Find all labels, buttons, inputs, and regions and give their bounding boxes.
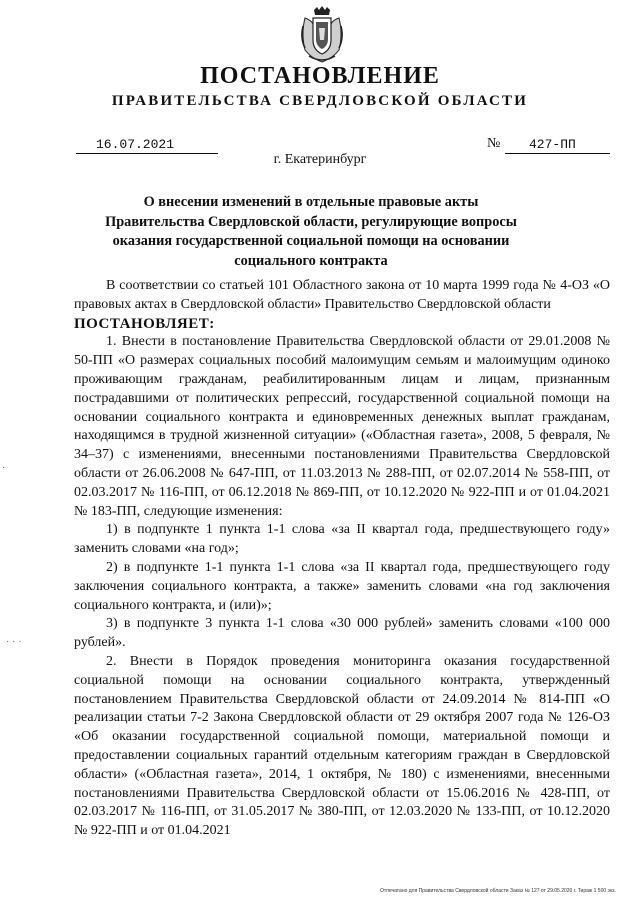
city: г. Екатеринбург	[273, 152, 367, 167]
paragraph-1-3: 3) в подпункте 3 пункта 1-1 слова «30 000 рублей» заменить словами «100 000 рублей».	[74, 616, 610, 651]
paragraph-2: 2. Внести в Порядок проведения мониторинга оказания государственной социальной помощи на основании социального контракта, утвержденный постановлением Правительства Свердловской области от 24.09.2014 № 814-ПП «О реализации статьи 7-2 Закона Свердловской области от 29 октября 2007 года № 126-ОЗ «Об оказании государственной социальной помощи, материальной помощи и предоставлении социальных гарантий отдельным категориям граждан в Свердловской области» («Областная газета», 2014, 1 октября, № 180) с изменениями, внесенными постановлениями Правительства Свердловской области от 15.06.2016 № 428-ПП, от 02.03.2017 № 116-ПП, от 31.05.2017 № 380-ПП, от 12.03.2020 № 133-ПП, от 10.12.2020 № 922-ПП и от 01.04.2021	[74, 653, 610, 839]
paragraph-1-2: 2) в подпункте 1-1 пункта 1-1 слова «за II квартал года, предшествующего году заключения социального контракта, а также» заменить словами «на год заключения социального контракта, и (или)»;	[74, 559, 610, 613]
number-label: №	[487, 136, 501, 151]
decree-word: ПОСТАНОВЛЯЕТ:	[74, 315, 215, 332]
coat-of-arms-icon	[299, 6, 345, 64]
document-heading: О внесении изменений в отдельные правовые акты Правительства Свердловской области, регулирующие вопросы оказания государственной социальной помощи на основании социального контракта	[105, 194, 517, 269]
document-title: ПОСТАНОВЛЕНИЕ	[200, 63, 440, 89]
scan-mark: ·	[2, 462, 6, 473]
document-date: 16.07.2021	[76, 137, 218, 154]
document-subtitle: ПРАВИТЕЛЬСТВА СВЕРДЛОВСКОЙ ОБЛАСТИ	[111, 93, 529, 109]
document-number: 427-ПП	[505, 137, 610, 154]
document-body	[74, 277, 610, 841]
paragraph-1: 1. Внести в постановление Правительства Свердловской области от 29.01.2008 № 50-ПП «О размерах социальных пособий малоимущим семьям и малоимущим одиноко проживающим гражданам, реабилитированным лицам и лицам, признанным пострадавшими от политических репрессий, государственной социальной помощи на основании социального контракта и единовременных денежных выплат гражданам, находящимся в трудной жизненной ситуации» («Областная газета», 2008, 5 февраля, № 34–37) с изменениями, внесенными постановлениями Правительства Свердловской области от 26.06.2008 № 647-ПП, от 11.03.2013 № 288-ПП, от 02.07.2014 № 558-ПП, от 02.03.2017 № 116-ПП, от 06.12.2018 № 869-ПП, от 10.12.2020 № 922-ПП и от 01.04.2021 № 183-ПП, следующие изменения:	[74, 334, 610, 519]
scan-mark: · · ·	[6, 636, 22, 647]
print-footer: Отпечатано для Правительства Свердловской области Заказ № 127 от 29.05.2020 г. Тираж 1 500 экз.	[380, 888, 616, 894]
paragraph-1-1: 1) в подпункте 1 пункта 1-1 слова «за II квартал года, предшествующего году» заменить словами «на год»;	[74, 522, 610, 557]
intro-paragraph: В соответствии со статьей 101 Областного закона от 10 марта 1999 года № 4-ОЗ «О правовых актах в Свердловской области» Правительство Свердловской области	[74, 278, 610, 312]
